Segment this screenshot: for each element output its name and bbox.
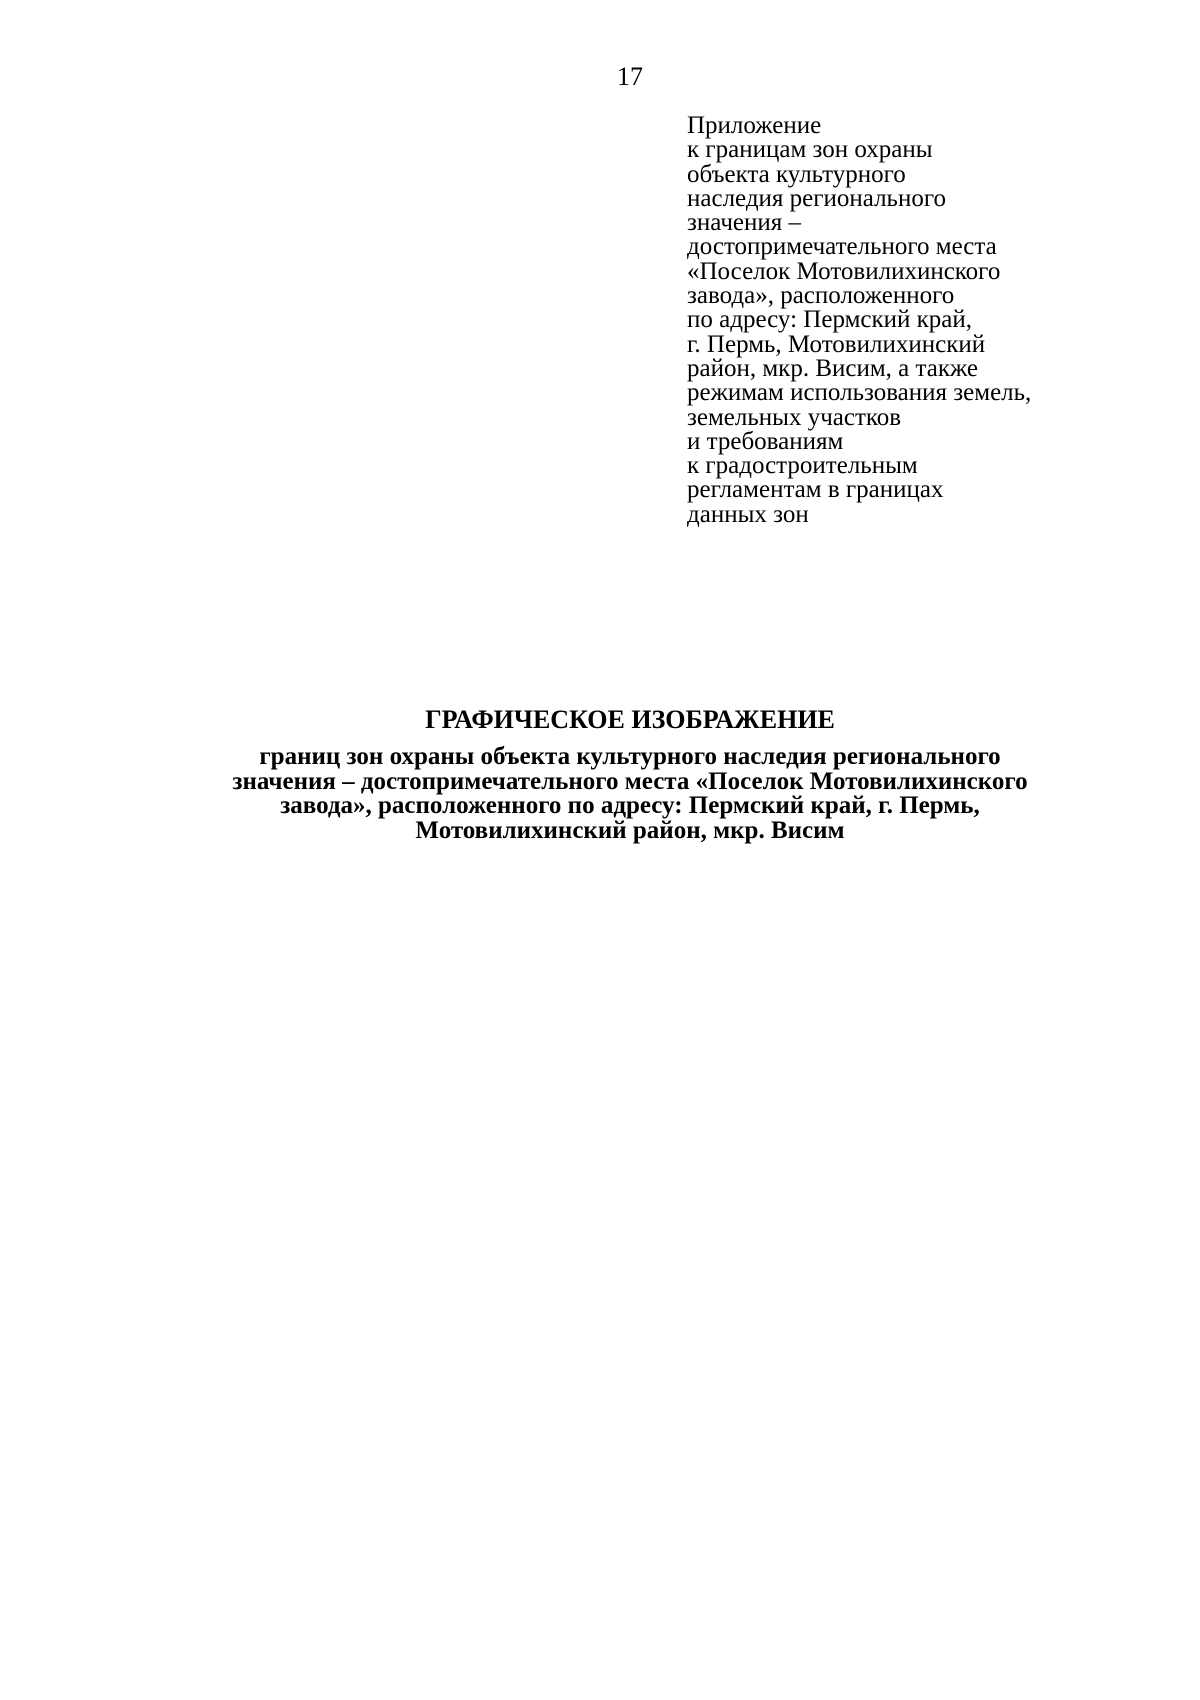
- appendix-line: наследия регионального: [687, 184, 946, 212]
- appendix-line: к градостроительным: [687, 452, 918, 480]
- appendix-line: объекта культурного: [687, 160, 906, 188]
- document-subheading: [0, 745, 1200, 843]
- appendix-line: г. Пермь, Мотовилихинский: [687, 330, 986, 358]
- appendix-line: и требованиям: [687, 427, 844, 455]
- appendix-line: район, мкр. Висим, а также: [687, 354, 979, 382]
- page-number: 17: [617, 62, 643, 91]
- document-heading: ГРАФИЧЕСКОЕ ИЗОБРАЖЕНИЕ: [425, 705, 835, 734]
- appendix-line: завода», расположенного: [687, 282, 955, 310]
- appendix-line: земельных участков: [687, 403, 902, 431]
- appendix-line: значения –: [687, 209, 802, 237]
- appendix-line: режимам использования земель,: [687, 379, 1032, 407]
- appendix-line: данных зон: [687, 500, 809, 528]
- subheading-line: значения – достопримечательного места «Поселок Мотовилихинского: [232, 767, 1028, 795]
- appendix-line: Приложение: [687, 112, 822, 139]
- appendix-line: «Поселок Мотовилихинского: [687, 257, 1001, 285]
- appendix-line: к границам зон охраны: [687, 136, 933, 164]
- subheading-line: границ зон охраны объекта культурного наследия регионального: [259, 743, 1001, 770]
- subheading-line: Мотовилихинский район, мкр. Висим: [415, 816, 845, 844]
- appendix-block: [687, 114, 1187, 527]
- subheading-line: завода», расположенного по адресу: Пермский край, г. Пермь,: [280, 792, 980, 819]
- appendix-line: достопримечательного места: [687, 233, 997, 261]
- appendix-line: регламентам в границах: [687, 476, 944, 504]
- appendix-line: по адресу: Пермский край,: [687, 306, 973, 334]
